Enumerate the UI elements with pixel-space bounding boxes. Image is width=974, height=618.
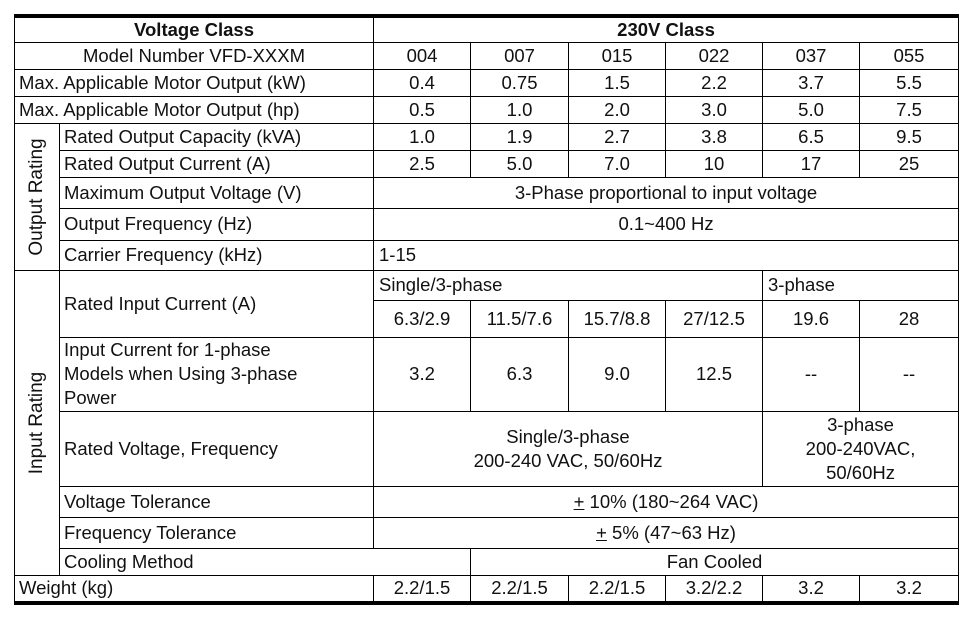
motor-hp-value: 3.0 xyxy=(666,96,763,123)
voltage-class-label: Voltage Class xyxy=(15,16,374,42)
motor-hp-value: 0.5 xyxy=(374,96,471,123)
motor-kw-value: 0.75 xyxy=(471,69,569,96)
one-phase-input-value: 3.2 xyxy=(374,337,471,411)
model-value: 055 xyxy=(860,42,959,69)
one-phase-input-label-line: Power xyxy=(64,387,117,408)
output-frequency-value: 0.1~400 Hz xyxy=(374,208,959,240)
input-current-label: Rated Input Current (A) xyxy=(60,270,374,337)
motor-kw-value: 0.4 xyxy=(374,69,471,96)
table-row xyxy=(15,517,959,548)
plus-minus-sign: + xyxy=(596,521,607,543)
rated-voltage-three-line: 200-240VAC, xyxy=(805,437,916,459)
motor-kw-value: 1.5 xyxy=(569,69,666,96)
one-phase-input-value: -- xyxy=(860,337,959,411)
model-value: 022 xyxy=(666,42,763,69)
output-capacity-value: 9.5 xyxy=(860,123,959,150)
output-capacity-value: 2.7 xyxy=(569,123,666,150)
input-rating-group xyxy=(15,270,60,575)
one-phase-input-value: 6.3 xyxy=(471,337,569,411)
frequency-tolerance-text: 5% (47~63 Hz) xyxy=(606,521,736,543)
one-phase-input-value: 9.0 xyxy=(569,337,666,411)
weight-label: Weight (kg) xyxy=(15,575,374,603)
rated-voltage-single-line: 200-240 VAC, 50/60Hz xyxy=(473,449,663,471)
table-row xyxy=(15,270,959,300)
frequency-tolerance-label: Frequency Tolerance xyxy=(60,517,374,548)
motor-hp-value: 2.0 xyxy=(569,96,666,123)
motor-kw-value: 5.5 xyxy=(860,69,959,96)
input-current-value: 19.6 xyxy=(763,300,860,337)
voltage-class-value: 230V Class xyxy=(374,16,959,42)
output-current-value: 5.0 xyxy=(471,150,569,177)
output-frequency-label: Output Frequency (Hz) xyxy=(60,208,374,240)
model-value: 015 xyxy=(569,42,666,69)
max-output-voltage-label: Maximum Output Voltage (V) xyxy=(60,177,374,208)
motor-hp-value: 1.0 xyxy=(471,96,569,123)
carrier-frequency-label: Carrier Frequency (kHz) xyxy=(60,240,374,270)
rated-voltage-single xyxy=(374,411,763,486)
output-current-value: 7.0 xyxy=(569,150,666,177)
table-row xyxy=(15,337,959,411)
output-current-value: 2.5 xyxy=(374,150,471,177)
motor-kw-value: 2.2 xyxy=(666,69,763,96)
motor-kw-label: Max. Applicable Motor Output (kW) xyxy=(15,69,374,96)
weight-value: 2.2/1.5 xyxy=(374,575,471,603)
table-row xyxy=(15,575,959,603)
voltage-tolerance-value xyxy=(374,486,959,517)
input-current-value: 6.3/2.9 xyxy=(374,300,471,337)
motor-hp-label: Max. Applicable Motor Output (hp) xyxy=(15,96,374,123)
input-current-value: 15.7/8.8 xyxy=(569,300,666,337)
voltage-tolerance-label: Voltage Tolerance xyxy=(60,486,374,517)
table-row xyxy=(15,69,959,96)
output-current-value: 10 xyxy=(666,150,763,177)
input-current-value: 11.5/7.6 xyxy=(471,300,569,337)
rated-voltage-three xyxy=(763,411,959,486)
one-phase-input-value: 12.5 xyxy=(666,337,763,411)
plus-minus-sign: + xyxy=(573,490,585,512)
weight-value: 3.2 xyxy=(860,575,959,603)
output-rating-group xyxy=(15,123,60,270)
output-capacity-label: Rated Output Capacity (kVA) xyxy=(60,123,374,150)
input-current-three-header: 3-phase xyxy=(763,270,959,300)
output-capacity-value: 3.8 xyxy=(666,123,763,150)
one-phase-input-label-line: Input Current for 1-phase xyxy=(64,339,271,360)
rated-voltage-single-line: Single/3-phase xyxy=(506,425,630,447)
output-capacity-value: 1.9 xyxy=(471,123,569,150)
one-phase-input-label-line: Models when Using 3-phase xyxy=(64,363,298,384)
cooling-method-value: Fan Cooled xyxy=(471,548,959,575)
voltage-tolerance-text: 10% (180~264 VAC) xyxy=(584,490,759,512)
one-phase-input-value: -- xyxy=(763,337,860,411)
table-row xyxy=(15,486,959,517)
output-current-value: 17 xyxy=(763,150,860,177)
cooling-method-label: Cooling Method xyxy=(60,548,471,575)
output-rating-label: Output Rating xyxy=(26,137,47,256)
table-row xyxy=(15,42,959,69)
output-capacity-value: 6.5 xyxy=(763,123,860,150)
spec-table xyxy=(14,14,959,605)
weight-value: 2.2/1.5 xyxy=(569,575,666,603)
table-row xyxy=(15,240,959,270)
input-current-value: 27/12.5 xyxy=(666,300,763,337)
frequency-tolerance-value xyxy=(374,517,959,548)
weight-value: 3.2/2.2 xyxy=(666,575,763,603)
table-row xyxy=(15,548,959,575)
model-value: 004 xyxy=(374,42,471,69)
table-row xyxy=(15,177,959,208)
table-row xyxy=(15,96,959,123)
rated-voltage-frequency-label: Rated Voltage, Frequency xyxy=(60,411,374,486)
table-row xyxy=(15,150,959,177)
output-current-label: Rated Output Current (A) xyxy=(60,150,374,177)
header-row xyxy=(15,16,959,42)
table-row xyxy=(15,411,959,486)
max-output-voltage-value: 3-Phase proportional to input voltage xyxy=(374,177,959,208)
output-current-value: 25 xyxy=(860,150,959,177)
model-value: 037 xyxy=(763,42,860,69)
motor-kw-value: 3.7 xyxy=(763,69,860,96)
input-rating-label: Input Rating xyxy=(26,371,47,474)
table-row xyxy=(15,123,959,150)
weight-value: 3.2 xyxy=(763,575,860,603)
input-current-value: 28 xyxy=(860,300,959,337)
output-capacity-value: 1.0 xyxy=(374,123,471,150)
rated-voltage-three-line: 50/60Hz xyxy=(826,461,895,483)
input-current-single-header: Single/3-phase xyxy=(374,270,763,300)
motor-hp-value: 5.0 xyxy=(763,96,860,123)
weight-value: 2.2/1.5 xyxy=(471,575,569,603)
motor-hp-value: 7.5 xyxy=(860,96,959,123)
model-number-label: Model Number VFD-XXXM xyxy=(15,42,374,69)
carrier-frequency-value: 1-15 xyxy=(374,240,959,270)
table-row xyxy=(15,208,959,240)
model-value: 007 xyxy=(471,42,569,69)
one-phase-input-label xyxy=(60,337,374,411)
rated-voltage-three-line: 3-phase xyxy=(827,413,894,435)
